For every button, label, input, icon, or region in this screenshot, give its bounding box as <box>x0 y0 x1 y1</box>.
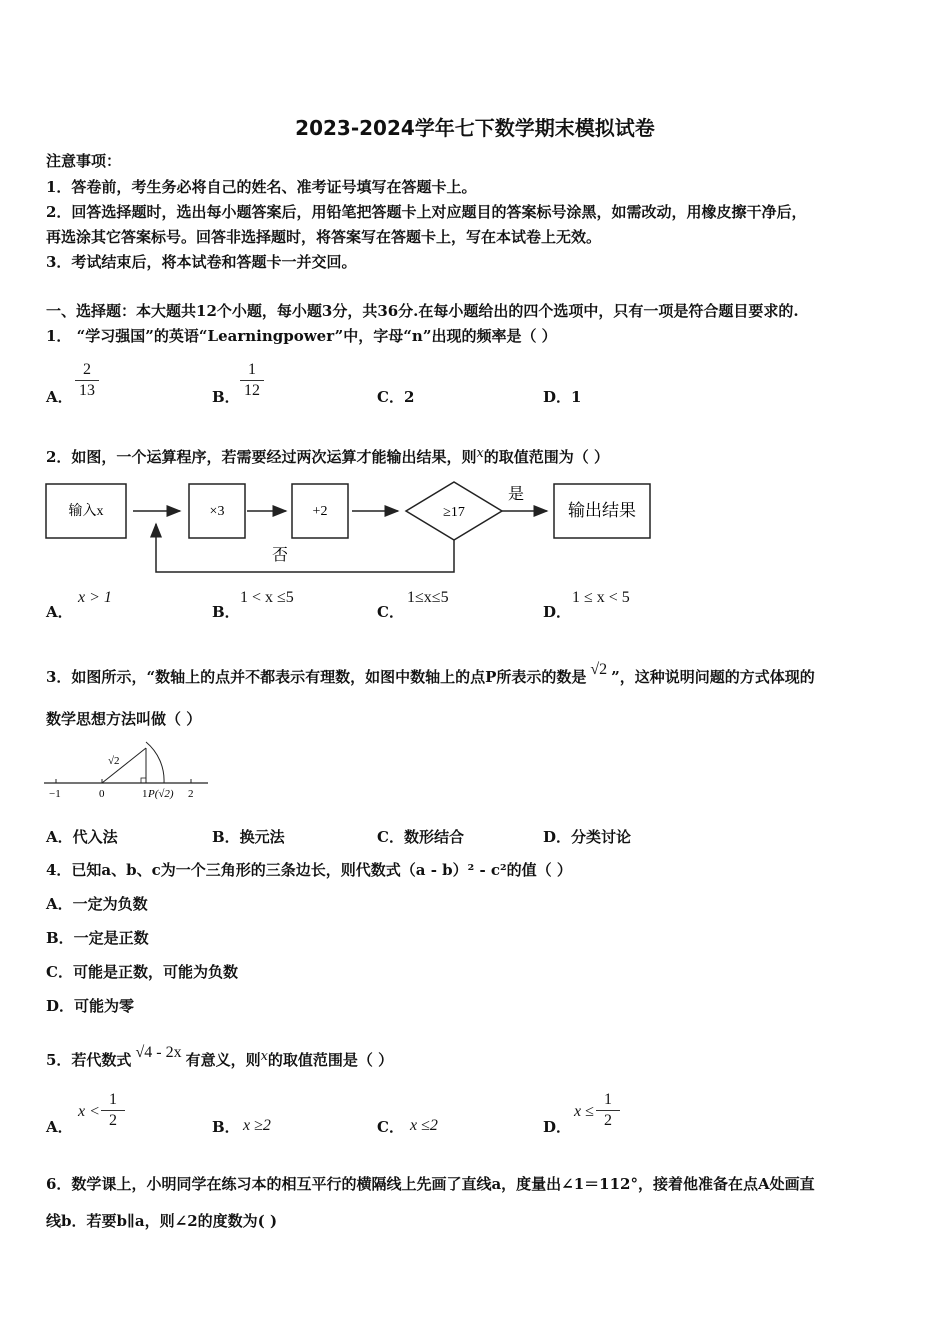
q5-stem: 5．若代数式 √4 - 2x 有意义，则x的取值范围是（ ） <box>46 1044 394 1069</box>
q5-option-b: B． <box>212 1118 240 1136</box>
q5-option-a: A． <box>46 1118 73 1136</box>
flow-add-text: +2 <box>312 504 328 519</box>
q1-option-a: A． <box>46 388 73 406</box>
flow-yes-label: 是 <box>507 486 525 503</box>
q1-stem: 1． “学习强国”的英语“Learningpower”中，字母“n”出现的频率是（ ） <box>46 327 557 345</box>
q2-option-b-math: 1 < x ≤5 <box>240 589 294 606</box>
q2-option-c-math: 1≤x≤5 <box>407 589 449 606</box>
q2-option-a-math: x > 1 <box>78 589 112 606</box>
q2-option-a: A． <box>46 603 73 621</box>
q5-var: x <box>260 1049 268 1064</box>
axis-segment-label: √2 <box>108 755 120 767</box>
q3-number-line <box>40 734 215 804</box>
q5-option-b-math: x ≥2 <box>243 1117 271 1134</box>
q1-fraction-a: $\frac{2}{13}$ <box>75 361 99 400</box>
q3-option-c: C．数形结合 <box>377 828 464 846</box>
q5-option-c-math: x ≤2 <box>410 1117 438 1134</box>
axis-label-one: 1 <box>142 788 148 800</box>
page-title: 2023-2024学年七下数学期末模拟试卷 <box>295 116 655 140</box>
q6-stem: 6．数学课上，小明同学在练习本的相互平行的横隔线上先画了直线a，度量出∠1＝112°，接着他准备在点A处画直 <box>46 1175 815 1193</box>
q5-option-c: C． <box>377 1118 404 1136</box>
flow-mul-text: ×3 <box>209 504 225 519</box>
axis-point-p: P(√2) <box>148 788 174 800</box>
section-heading: 一、选择题：本大题共12个小题，每小题3分，共36分.在每小题给出的四个选项中，只有一项是符合题目要求的. <box>46 302 799 320</box>
axis-label-zero: 0 <box>99 788 105 800</box>
axis-label-two: 2 <box>188 788 194 800</box>
notice-item-3: 3．考试结束后，将本试卷和答题卡一并交回。 <box>46 253 357 271</box>
q4-stem: 4．已知a、b、c为一个三角形的三条边长，则代数式（a - b）² - c²的值（ ） <box>46 861 572 879</box>
q4-option-b: B．一定是正数 <box>46 929 149 947</box>
q3-option-d: D．分类讨论 <box>543 828 632 846</box>
flow-condition-text: ≥17 <box>443 505 465 520</box>
q6-stem-cont: 线b．若要b∥a，则∠2的度数为( ) <box>46 1212 278 1230</box>
axis-label-minus-one: −1 <box>49 788 61 800</box>
q5-option-d-math: x ≤ <box>574 1103 594 1120</box>
flow-input-text: 输入x <box>68 504 104 519</box>
q1-option-d: D．1 <box>543 388 582 406</box>
q2-option-d: D． <box>543 603 572 621</box>
notice-heading: 注意事项： <box>46 152 122 170</box>
q3-option-b: B．换元法 <box>212 828 285 846</box>
q3-stem-cont: 数学思想方法叫做（ ） <box>46 710 202 728</box>
q2-option-c: C． <box>377 603 404 621</box>
q1-option-c: C．2 <box>377 388 415 406</box>
q3-option-a: A．代入法 <box>46 828 118 846</box>
q5-option-d-fraction: $\frac{1}{2}$ <box>596 1091 620 1130</box>
q1-fraction-b: $\frac{1}{12}$ <box>240 361 264 400</box>
q3-stem: 3．如图所示，“数轴上的点并不都表示有理数，如图中数轴上的点P所表示的数是 √2 ”，这种说明问题的方式体现的 <box>46 661 815 686</box>
flow-no-label: 否 <box>271 547 289 564</box>
notice-item-2: 2．回答选择题时，选出每小题答案后，用铅笔把答题卡上对应题目的答案标号涂黑，如需改动，用橡皮擦干净后， <box>46 203 807 221</box>
q4-option-a: A．一定为负数 <box>46 895 148 913</box>
q2-flowchart <box>40 474 660 584</box>
q5-radical: √4 - 2x <box>135 1044 182 1061</box>
q2-var: x <box>476 446 484 461</box>
q2-stem: 2．如图，一个运算程序，若需要经过两次运算才能输出结果，则x的取值范围为（ ） <box>46 446 610 466</box>
flow-output-text: 输出结果 <box>568 501 636 520</box>
q5-option-a-math: x < <box>78 1103 100 1120</box>
notice-item-1: 1．答卷前，考生务必将自己的姓名、准考证号填写在答题卡上。 <box>46 178 477 196</box>
q3-sqrt2: √2 <box>590 661 608 678</box>
q4-option-d: D．可能为零 <box>46 997 135 1015</box>
notice-item-2-cont: 再选涂其它答案标号。回答非选择题时，将答案写在答题卡上，写在本试卷上无效。 <box>46 228 602 246</box>
q1-option-b: B． <box>212 388 240 406</box>
q5-option-d: D． <box>543 1118 572 1136</box>
q4-option-c: C．可能是正数，可能为负数 <box>46 963 238 981</box>
q5-option-a-fraction: $\frac{1}{2}$ <box>101 1091 125 1130</box>
q2-option-b: B． <box>212 603 240 621</box>
q2-option-d-math: 1 ≤ x < 5 <box>572 589 630 606</box>
